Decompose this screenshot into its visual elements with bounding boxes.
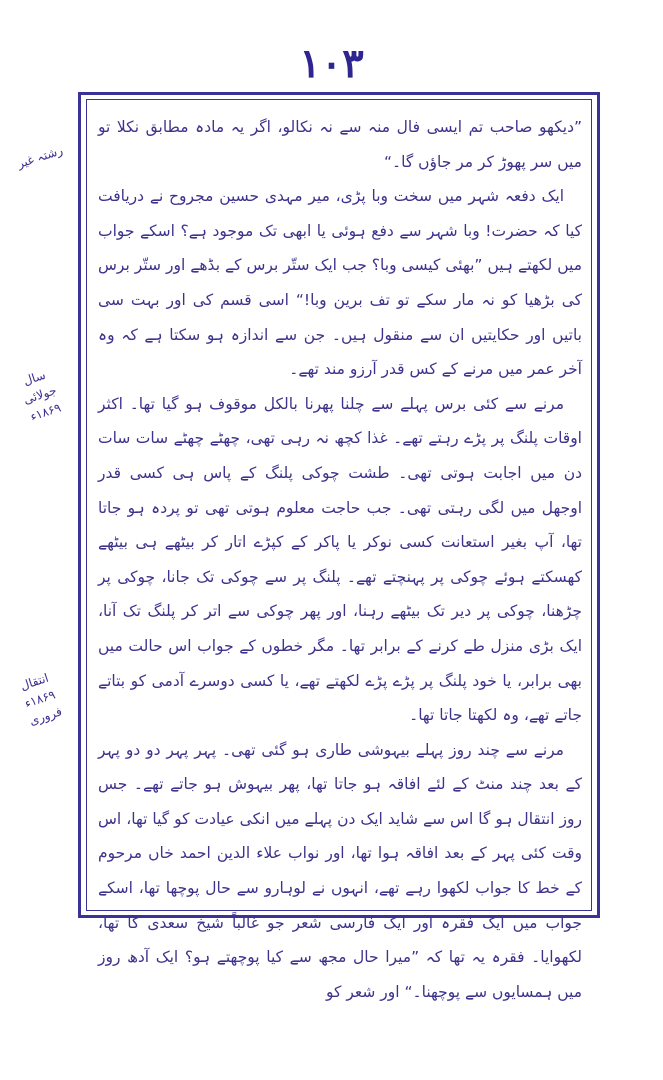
margin-note: انتقال ۱۸۶۹ء فروری [18,670,64,728]
paragraph: ایک دفعہ شہر میں سخت وبا پڑی، میر مہدی حسین مجروح نے دریافت کیا کہ حضرت! وبا شہر سے دفع ہوئی یا ابھی تک موجود ہے؟ اسکے جواب میں لکھتے ہیں ”بھئی کیسی وبا؟ جب ایک ستّر برس کے بڈھے اور ستّر برس کی بڑھیا کو نہ مار سکے تو تف برین وبا!“ اسی قسم کی اور بہت سی باتیں اور حکایتیں ان سے منقول ہیں۔ جن سے اندازہ ہو سکتا ہے کہ وہ آخر عمر میں مرنے کے کس قدر آرزو مند تھے۔ [98,187,582,379]
page-number: ١٠٣ [299,40,364,87]
body-text [98,110,582,1001]
paragraph: مرنے سے کئی برس پہلے سے چلنا پھرنا بالکل موقوف ہو گیا تھا۔ اکثر اوقات پلنگ پر پڑے رہتے تھے۔ غذا کچھ نہ رہی تھی، چھٹے چھٹے سات سات دن میں اجابت ہوتی تھی۔ طشت چوکی پلنگ کے پاس ہی کسی قدر اوجھل میں لگی رہتی تھی۔ جب حاجت معلوم ہوتی تھی تو پردہ ہو جاتا تھا، آپ بغیر استعانت کسی نوکر یا پاکر کے کپڑے اتار کر بیٹھے ہی بیٹھے کھسکتے ہوئے چوکی پر پہنچتے تھے۔ پلنگ پر سے چوکی تک جانا، چوکی پر چڑھنا، چوکی پر دیر تک بیٹھے رہنا، اور پھر چوکی سے اتر کر پلنگ تک آنا، ایک بڑی منزل طے کرنے کے برابر تھا۔ مگر خطوں کے جواب اس حالت میں بھی برابر، یا خود پلنگ پر پڑے پڑے لکھتے تھے، یا کسی دوسرے آدمی کو بتاتے جاتے تھے، وہ لکھتا جاتا تھا۔ [98,394,582,725]
margin-note: سال جولائی ۱۸۶۹ء [21,367,63,424]
paragraph: ”دیکھو صاحب تم ایسی فال منہ سے نہ نکالو، اگر یہ مادہ مطابق نکلا تو میں سر پھوڑ کر مر جاؤں گا۔“ [98,118,582,171]
paragraph: مرنے سے چند روز پہلے بیہوشی طاری ہو گئی تھی۔ پہر پہر دو دو پہر کے بعد چند منٹ کے لئے افاقہ ہو جاتا تھا، پھر بیہوش ہو جاتے تھے۔ جس روز انتقال ہو گا اس سے شاید ایک دن پہلے میں انکی عیادت کو گیا تھا، اس وقت کئی پہر کے بعد افاقہ ہوا تھا، اور نواب علاء الدین احمد خاں مرحوم کے خط کا جواب لکھوا رہے تھے، انہوں نے لوہارو سے حال پوچھا تھا، اسکے جواب میں ایک فقرہ اور ایک فارسی شعر جو غالباً شیخ سعدی کا تھا، لکھوایا۔ فقرہ یہ تھا کہ ”میرا حال مجھ سے کیا پوچھتے ہو؟ ایک آدھ روز میں ہمسایوں سے پوچھنا۔“ اور شعر کو [98,740,582,1001]
margin-note: رشتہ غیر [15,143,65,171]
